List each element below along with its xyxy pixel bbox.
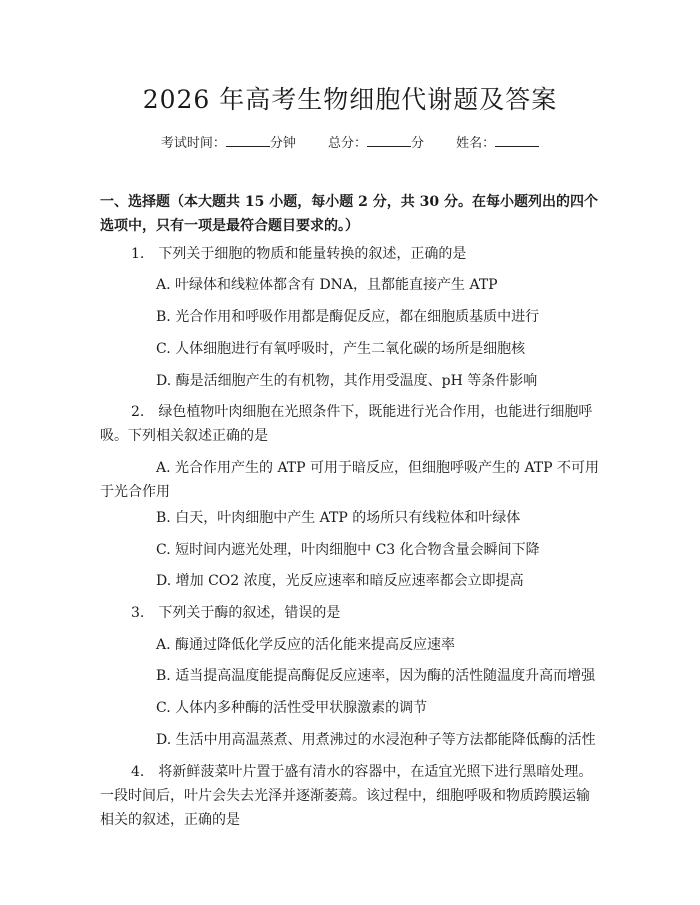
- question-3-option-b: B. 适当提高温度能提高酶促反应速率，因为酶的活性随温度升高而增强: [156, 668, 596, 684]
- question-2-option-d: D. 增加 CO2 浓度，光反应速率和暗反应速率都会立即提高: [156, 573, 524, 589]
- time-blank: [226, 135, 270, 147]
- question-3-option-d: D. 生活中用高温蒸煮、用煮沸过的水浸泡种子等方法都能降低酶的活性: [156, 732, 596, 748]
- total-score: [328, 136, 424, 151]
- page-title: 2026 年高考生物细胞代谢题及答案: [142, 85, 558, 114]
- question-3-option-c: C. 人体内多种酶的活性受甲状腺激素的调节: [156, 700, 428, 716]
- time-label: 考试时间：: [160, 136, 226, 151]
- question-2-stem: 2. 绿色植物叶肉细胞在光照条件下，既能进行光合作用，也能进行细胞呼吸。下列相关叙述正确的是: [100, 404, 593, 444]
- question-1-option-b: B. 光合作用和呼吸作用都是酶促反应，都在细胞质基质中进行: [156, 309, 540, 325]
- exam-time: [161, 136, 296, 151]
- question-3-stem: 3. 下列关于酶的叙述，错误的是: [131, 605, 341, 621]
- student-name: [456, 136, 539, 151]
- score-label: 总分：: [327, 136, 367, 151]
- exam-meta: [0, 132, 700, 151]
- question-1-stem: 1. 下列关于细胞的物质和能量转换的叙述，正确的是: [131, 246, 467, 262]
- name-label: 姓名：: [456, 136, 496, 151]
- question-1-option-c: C. 人体细胞进行有氧呼吸时，产生二氧化碳的场所是细胞核: [156, 341, 526, 357]
- question-4-stem: 4. 将新鲜菠菜叶片置于盛有清水的容器中，在适宜光照下进行黑暗处理。一段时间后，叶片会失去光泽并逐渐萎蔫。该过程中，细胞呼吸和物质跨膜运输相关的叙述，正确的是: [100, 764, 593, 828]
- section-heading: 一、选择题（本大题共 15 小题，每小题 2 分，共 30 分。在每小题列出的四个选项中，只有一项是最符合题目要求的。）: [100, 194, 598, 234]
- question-1-option-d: D. 酶是活细胞产生的有机物，其作用受温度、pH 等条件影响: [156, 373, 538, 389]
- time-unit: 分钟: [269, 136, 296, 151]
- question-2-option-c: C. 短时间内遮光处理，叶肉细胞中 C3 化合物含量会瞬间下降: [156, 542, 540, 558]
- question-3-option-a: A. 酶通过降低化学反应的活化能来提高反应速率: [156, 637, 456, 653]
- score-blank: [367, 135, 411, 147]
- question-1-option-a: A. 叶绿体和线粒体都含有 DNA，且都能直接产生 ATP: [156, 277, 498, 293]
- score-unit: 分: [411, 136, 425, 151]
- question-2-option-a: A. 光合作用产生的 ATP 可用于暗反应，但细胞呼吸产生的 ATP 不可用于光合作用: [100, 460, 600, 500]
- question-2-option-b: B. 白天，叶肉细胞中产生 ATP 的场所只有线粒体和叶绿体: [156, 510, 521, 526]
- name-blank: [495, 135, 539, 147]
